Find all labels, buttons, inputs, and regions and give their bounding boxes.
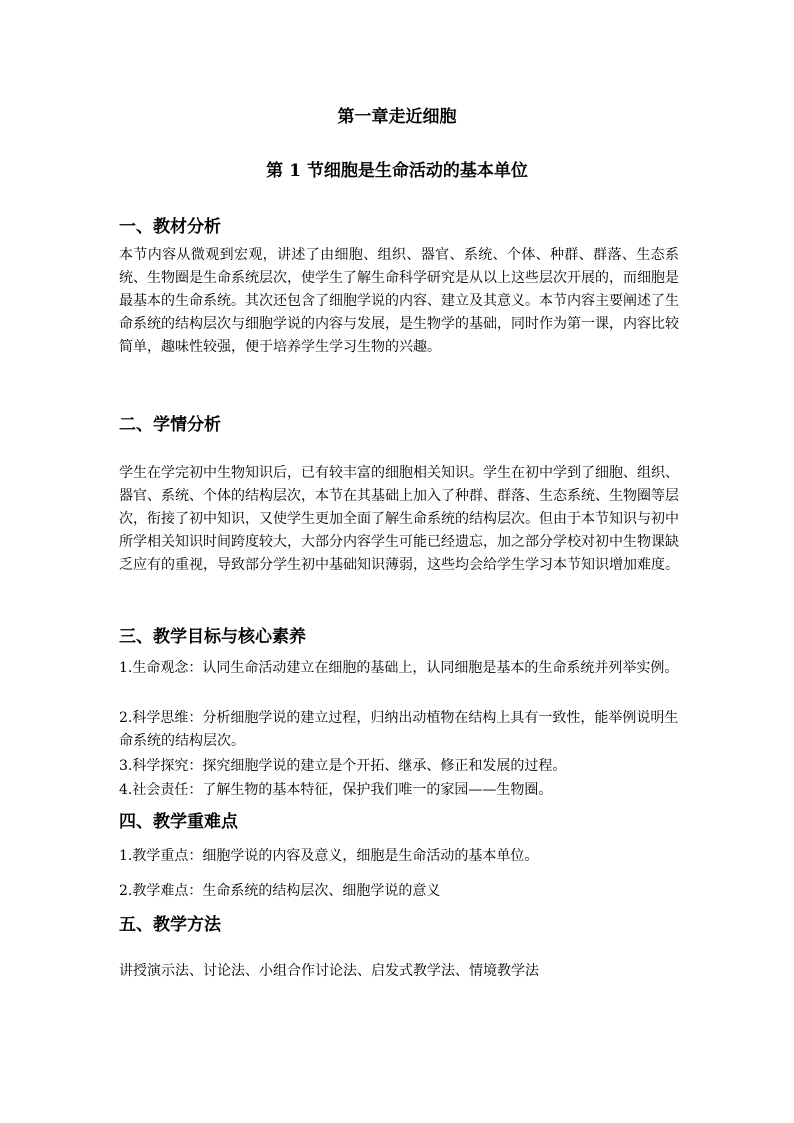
section-heading-teaching-goals: 三、教学目标与核心素养 bbox=[119, 627, 306, 647]
section-heading-key-points: 四、教学重难点 bbox=[119, 812, 238, 832]
document-subtitle: 第 1 节细胞是生命活动的基本单位 bbox=[266, 161, 528, 181]
section-paragraph-teaching-methods: 讲授演示法、讨论法、小组合作讨论法、启发式教学法、情境教学法 bbox=[119, 963, 539, 979]
key-point-item: 2.教学难点：生命系统的结构层次、细胞学说的意义 bbox=[119, 883, 441, 899]
section-paragraph-textbook-analysis: 本节内容从微观到宏观，讲述了由细胞、组织、器官、系统、个体、种群、群落、生态系统、生物圈是生命系统层次，使学生了解生命科学研究是从以上这些层次开展的，而细胞是最基本的生命系统。其次还包含了细胞学说的内容、建立及其意义。本节内容主要阐述了生命系统的结构层次与细胞学说的内容与发展，是生物学的基础，同时作为第一课，内容比较简单，趣味性较强，便于培养学生学习生物的兴趣。 bbox=[119, 247, 679, 355]
key-point-item: 1.教学重点：细胞学说的内容及意义，细胞是生命活动的基本单位。 bbox=[119, 848, 539, 864]
goal-item: 4.社会责任：了解生物的基本特征，保护我们唯一的家园——生物圈。 bbox=[119, 782, 553, 798]
section-heading-student-analysis: 二、学情分析 bbox=[119, 415, 221, 435]
goal-item: 2.科学思维：分析细胞学说的建立过程，归纳出动植物在结构上具有一致性，能举例说明生命系统的结构层次。 bbox=[119, 710, 679, 749]
section-paragraph-student-analysis: 学生在学完初中生物知识后，已有较丰富的细胞相关知识。学生在初中学到了细胞、组织、器官、系统、个体的结构层次，本节在其基础上加入了种群、群落、生态系统、生物圈等层次，衔接了初中知识，又使学生更加全面了解生命系统的结构层次。但由于本节知识与初中所学相关知识时间跨度较大，大部分内容学生可能已经遗忘，加之部分学校对初中生物课缺乏应有的重视，导致部分学生初中基础知识薄弱，这些均会给学生学习本节知识增加难度。 bbox=[119, 465, 679, 573]
goal-item: 1.生命观念：认同生命活动建立在细胞的基础上，认同细胞是基本的生命系统并列举实例。 bbox=[119, 660, 679, 676]
document-title: 第一章走近细胞 bbox=[337, 107, 457, 127]
goal-item: 3.科学探究：探究细胞学说的建立是个开拓、继承、修正和发展的过程。 bbox=[119, 758, 567, 774]
section-heading-teaching-methods: 五、教学方法 bbox=[119, 915, 221, 935]
section-heading-textbook-analysis: 一、教材分析 bbox=[119, 217, 221, 237]
